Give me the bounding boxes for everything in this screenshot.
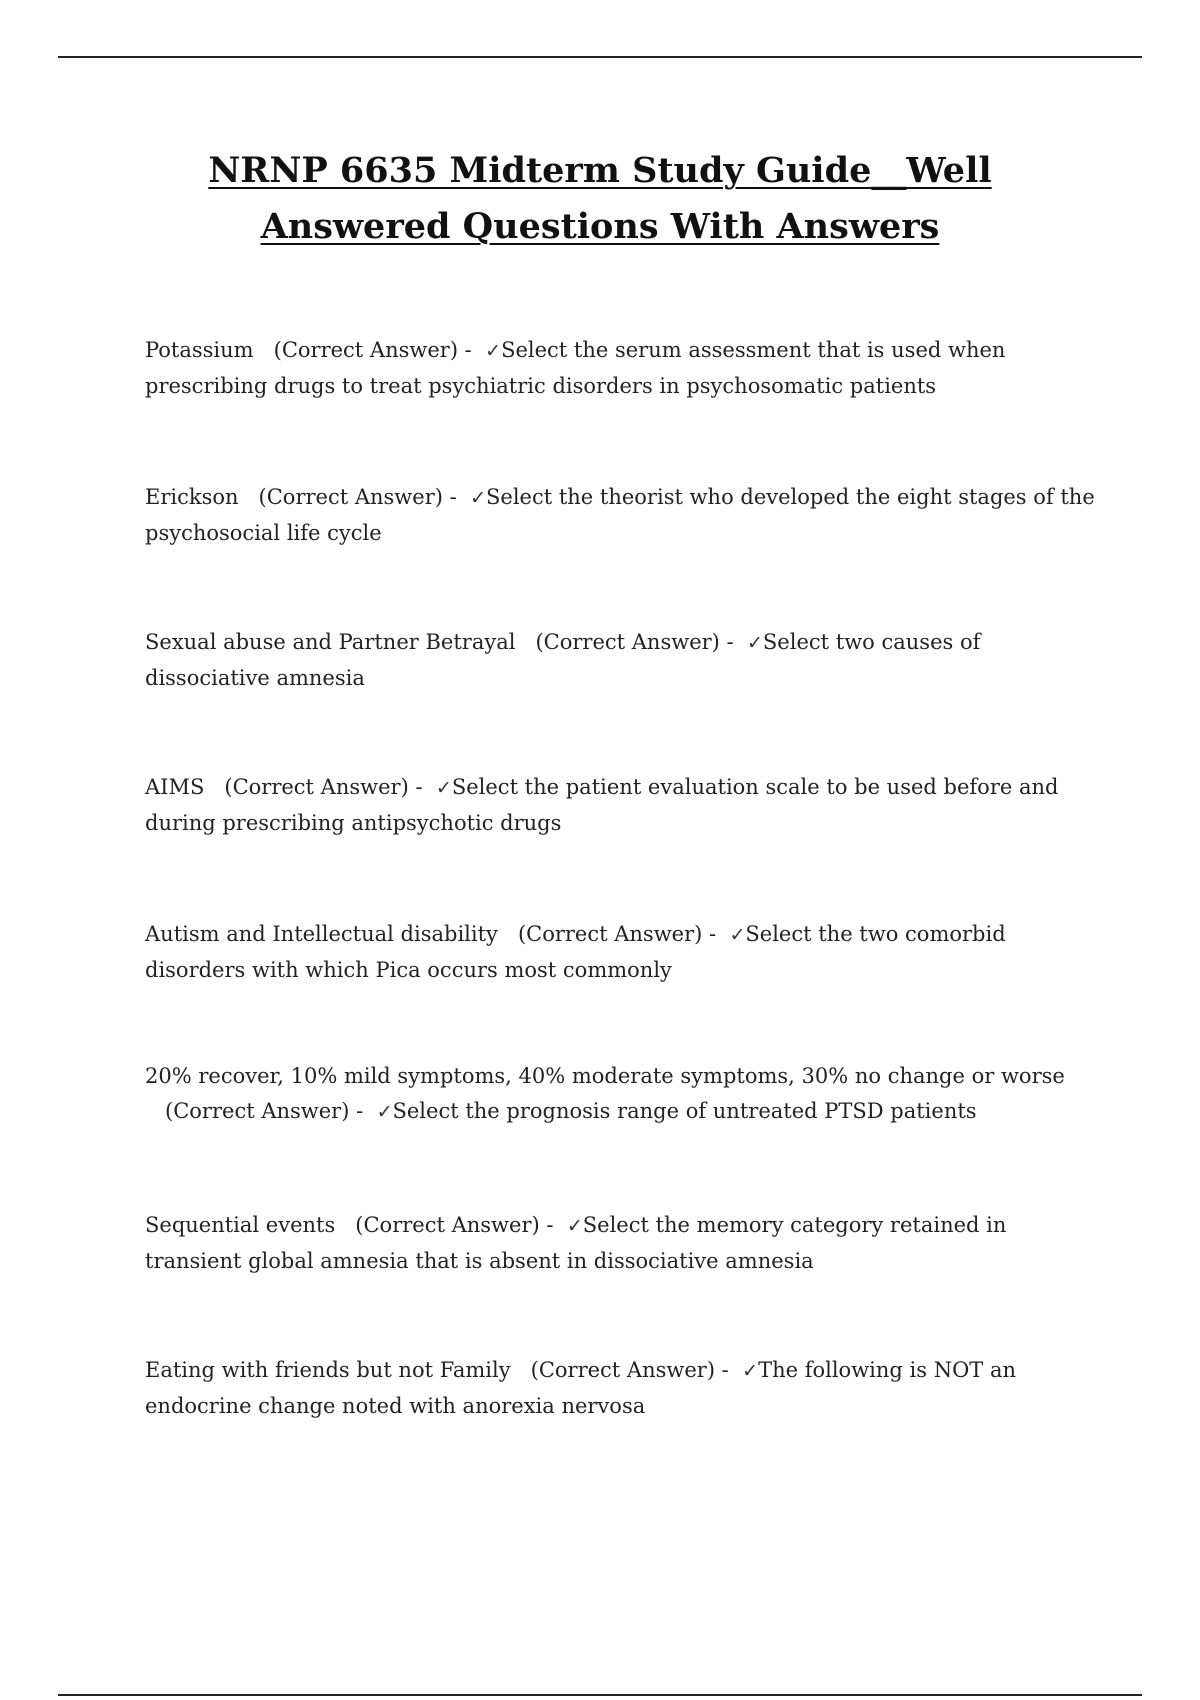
correct-answer-marker: (Correct Answer) - [165,1099,364,1123]
qa-answer: Sexual abuse and Partner Betrayal [145,630,516,654]
correct-answer-marker: (Correct Answer) - [535,630,734,654]
check-icon: ✓ [742,1360,759,1382]
qa-answer: AIMS [145,775,205,799]
qa-item [145,1208,1095,1279]
check-icon: ✓ [747,632,763,654]
check-icon: ✓ [729,924,746,946]
qa-question: Select the theorist who developed the eight stages of the psychosocial life cycle [145,485,1095,545]
qa-question: Select the memory category retained in transient global amnesia that is absent in dissociative amnesia [145,1213,1007,1273]
qa-item [145,333,1095,404]
top-rule [58,56,1142,58]
check-icon: ✓ [566,1215,583,1237]
correct-answer-marker: (Correct Answer) - [355,1213,554,1237]
qa-answer: Erickson [145,485,239,509]
qa-question: The following is NOT an endocrine change noted with anorexia nervosa [145,1358,1017,1418]
correct-answer-marker: (Correct Answer) - [517,922,717,946]
title-line-1: NRNP 6635 Midterm Study Guide__Well [208,150,992,191]
qa-question: Select two causes of dissociative amnesia [145,630,981,690]
check-icon: ✓ [485,340,502,362]
check-icon: ✓ [376,1101,393,1123]
qa-question: Select the patient evaluation scale to be used before and during prescribing antipsychotic drugs [145,775,1059,835]
qa-item [145,770,1095,841]
qa-item [145,917,1095,988]
qa-question: Select the serum assessment that is used when prescribing drugs to treat psychiatric disorders in psychosomatic patients [145,338,1006,398]
correct-answer-marker: (Correct Answer) - [224,775,423,799]
qa-answer: Eating with friends but not Family [145,1358,511,1382]
title-line-2: Answered Questions With Answers [260,206,940,247]
qa-item [145,480,1095,551]
check-icon: ✓ [435,777,452,799]
qa-answer: Sequential events [145,1213,336,1237]
qa-item [145,1059,1095,1130]
qa-question: Select the prognosis range of untreated PTSD patients [392,1099,977,1123]
correct-answer-marker: (Correct Answer) - [273,338,472,362]
correct-answer-marker: (Correct Answer) - [530,1358,729,1382]
document-title [100,143,1100,255]
qa-question: Select the two comorbid disorders with which Pica occurs most commonly [145,922,1006,982]
qa-answer: Potassium [145,338,254,362]
check-icon: ✓ [470,487,486,509]
qa-item [145,1353,1095,1424]
qa-item [145,625,1095,696]
qa-answer: 20% recover, 10% mild symptoms, 40% moderate symptoms, 30% no change or worse [145,1064,1065,1088]
bottom-rule [58,1694,1142,1696]
qa-answer: Autism and Intellectual disability [145,922,498,946]
correct-answer-marker: (Correct Answer) - [258,485,457,509]
